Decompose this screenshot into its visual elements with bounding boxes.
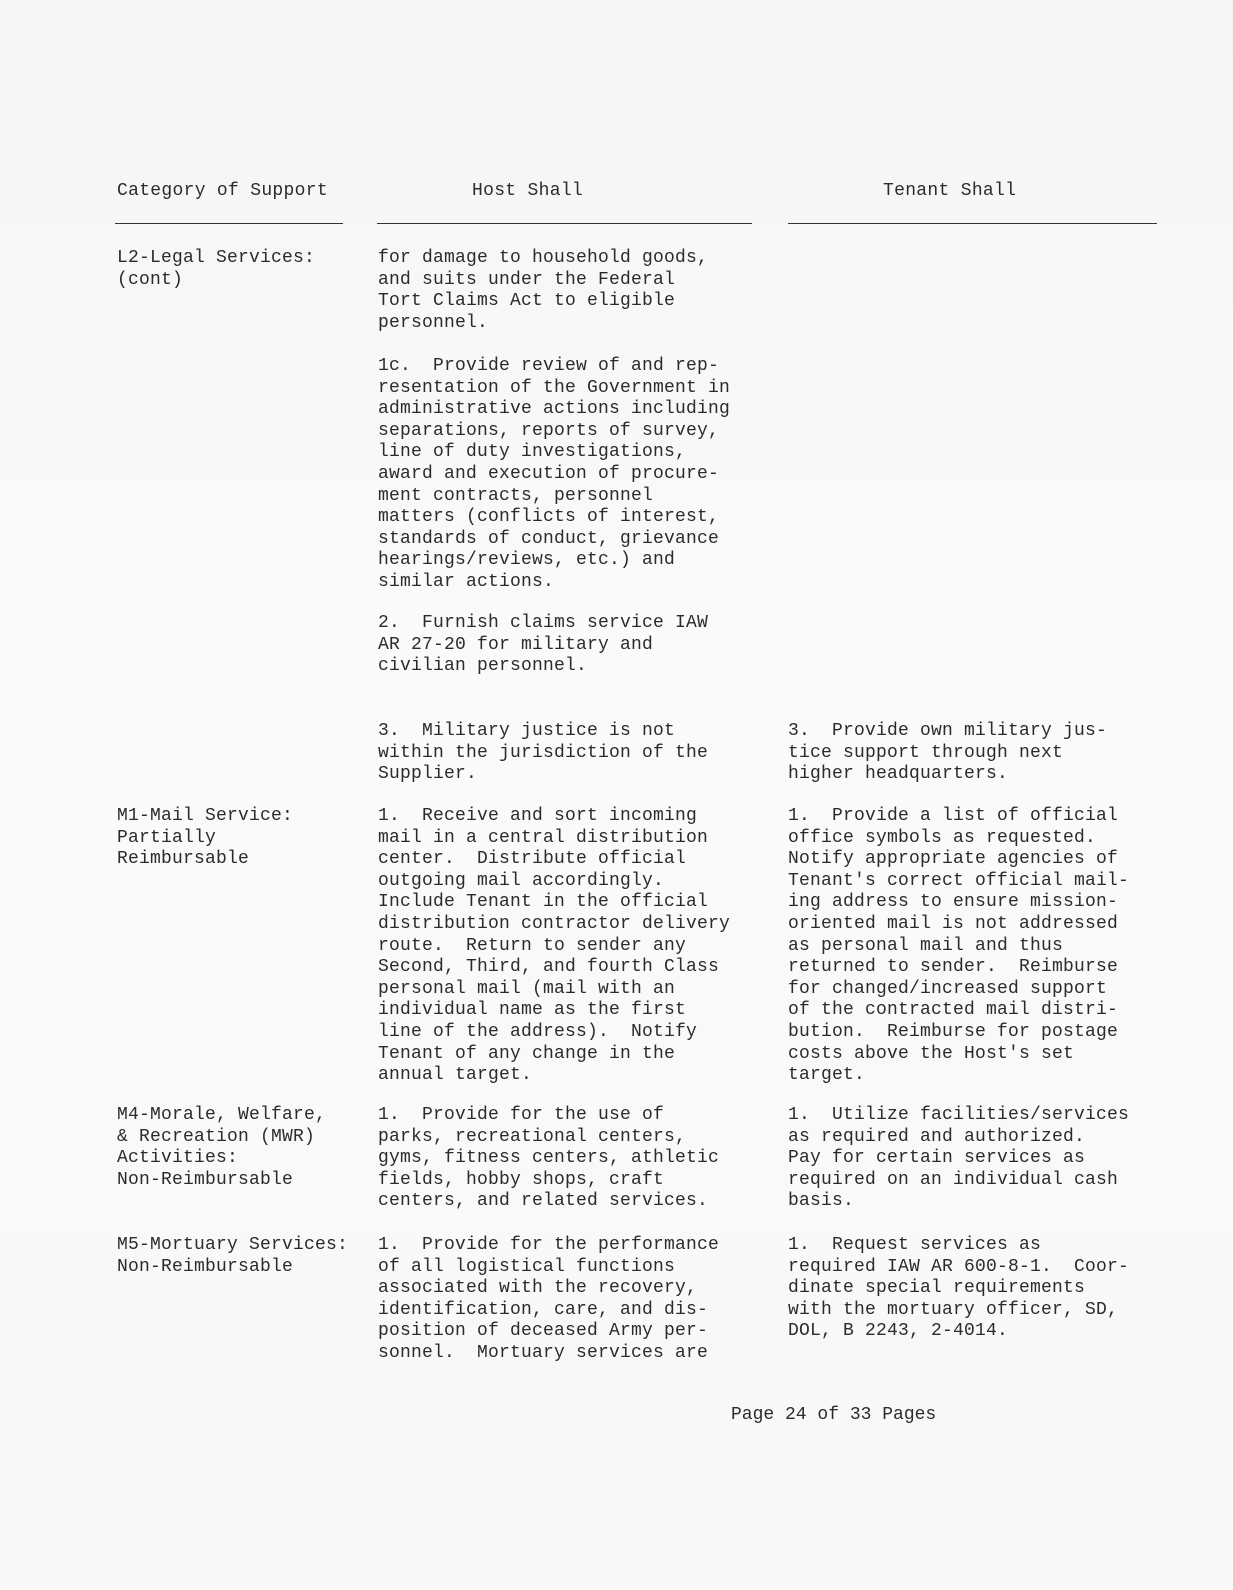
header-host: Host Shall (472, 181, 584, 201)
page-number: Page 24 of 33 Pages (731, 1405, 937, 1425)
mail-host: 1. Receive and sort incoming mail in a central distribution center. Distribute official outgoing mail accordingly. Include Tenant in the official distribution contractor delivery route. Return to sender any Second, Third, and fourth Class personal mail (mail with an individual name as the first line of the address). Notify Tenant of any change in the annual target. (378, 806, 731, 1086)
header-tenant: Tenant Shall (883, 181, 1017, 201)
header-rule-tenant (788, 223, 1157, 224)
header-category: Category of Support (117, 181, 328, 201)
mortuary-host: 1. Provide for the performance of all logistical functions associated with the recovery, identification, care, and dis- position of deceased Army per- sonnel. Mortuary services are (378, 1235, 720, 1363)
mail-tenant: 1. Provide a list of official office symbols as requested. Notify appropriate agencies of Tenant's correct official mail- ing address to ensure mission- oriented mail is not addressed as personal mail and thus returned to sender. Reimburse for changed/increased support of the contracted mail distri- bution. Reimburse for postage costs above the Host's set target. (788, 806, 1130, 1086)
mortuary-tenant: 1. Request services as required IAW AR 600-8-1. Coor- dinate special requirements with the mortuary officer, SD, DOL, B 2243, 2-4014. (788, 1235, 1130, 1342)
header-rule-category (115, 223, 343, 224)
mwr-tenant: 1. Utilize facilities/services as required and authorized. Pay for certain services as required on an individual cash basis. (788, 1105, 1130, 1212)
legal-host-3: 3. Military justice is not within the jurisdiction of the Supplier. (378, 721, 709, 785)
legal-host-continued: for damage to household goods, and suits under the Federal Tort Claims Act to eligible personnel. (378, 248, 709, 333)
legal-category: L2-Legal Services: (cont) (117, 248, 316, 290)
header-rule-host (377, 223, 752, 224)
mwr-category: M4-Morale, Welfare, & Recreation (MWR) Activities: Non-Reimbursable (117, 1105, 327, 1190)
mortuary-category: M5-Mortuary Services: Non-Reimbursable (117, 1235, 349, 1277)
legal-host-2: 2. Furnish claims service IAW AR 27-20 for military and civilian personnel. (378, 613, 709, 677)
mwr-host: 1. Provide for the use of parks, recreational centers, gyms, fitness centers, athletic fields, hobby shops, craft centers, and related services. (378, 1105, 720, 1212)
mail-category: M1-Mail Service: Partially Reimbursable (117, 806, 294, 870)
legal-host-1c: 1c. Provide review of and rep- resentation of the Government in administrative actions including separations, reports of survey, line of duty investigations, award and execution of procure- ment contracts, personnel matters (conflicts of interest, standards of conduct, grievance hearings/reviews, etc.) and similar actions. (378, 356, 731, 592)
legal-tenant-3: 3. Provide own military jus- tice support through next higher headquarters. (788, 721, 1108, 785)
